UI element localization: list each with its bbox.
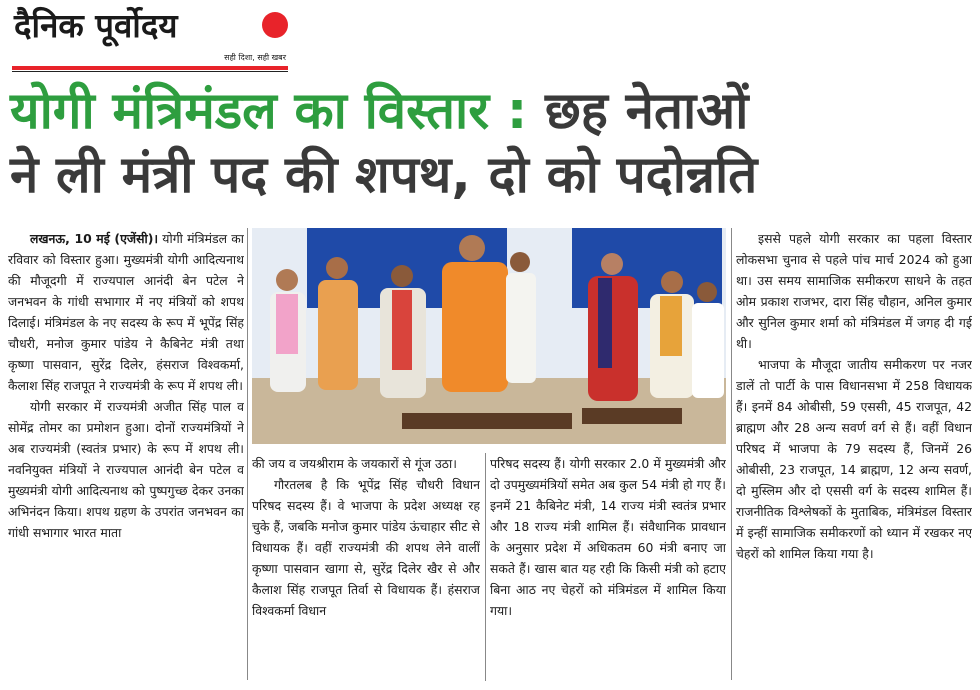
masthead bbox=[12, 4, 292, 74]
article-column-3 bbox=[490, 453, 726, 683]
article-paragraph: परिषद सदस्य हैं। योगी सरकार 2.0 में मुख्यमंत्री और दो उपमुख्यमंत्रियों समेत अब कुल 54 मंत्री हो गए हैं। इनमें 21 कैबिनेट मंत्री, 14 राज्य मंत्री स्वतंत्र प्रभार और 18 राज्य मंत्री शामिल हैं। संवैधानिक प्रावधान के अनुसार प्रदेश में अधिकतम 60 मंत्री बनाए जा सकते हैं। खास बात यह रही कि किसी मंत्री को हटाए बिना आठ नए चेहरों को मंत्रिमंडल में शामिल किया गया। bbox=[490, 456, 726, 618]
swearing-in-ceremony-photo bbox=[252, 228, 726, 444]
article-paragraph: गौरतलब है कि भूपेंद्र सिंह चौधरी विधान परिषद सदस्य हैं। वे भाजपा के प्रदेश अध्यक्ष रह चुके हैं, जबकि मनोज कुमार पांडेय ऊंचाहार सीट से विधायक हैं। वहीं राज्यमंत्री की शपथ लेने वालीं कृष्णा पासवान खागा से, सुरेंद्र दिलेर खैर से और कैलाश सिंह राजपूत तिर्वा से विधायक हैं। हंसराज विश्वकर्मा विधान bbox=[252, 477, 480, 618]
column-divider bbox=[731, 228, 732, 680]
article-column-4 bbox=[736, 228, 972, 683]
sun-logo-icon bbox=[262, 12, 288, 38]
masthead-rule bbox=[12, 66, 288, 70]
masthead-rule-thin bbox=[12, 71, 288, 72]
headline bbox=[10, 80, 972, 208]
article-paragraph: योगी सरकार में राज्यमंत्री अजीत सिंह पाल व सोमेंद्र तोमर का प्रमोशन हुआ। दोनों राज्यमंत्रियों ने अब राज्यमंत्री (स्वतंत्र प्रभार) के रूप में शपथ ली। नवनियुक्त मंत्रियों ने राज्यपाल आनंदी बेन पटेल व मुख्यमंत्री योगी आदित्यनाथ को पुष्पगुच्छ देकर उनका अभिनंदन किया। शपथ ग्रहण के उपरांत जनभवन का गांधी सभागार भारत माता bbox=[8, 399, 244, 540]
headline-black-part: छह नेताओं bbox=[545, 82, 749, 141]
headline-line-1 bbox=[10, 80, 972, 144]
article-paragraph: की जय व जयश्रीराम के जयकारों से गूंज उठा। bbox=[252, 456, 457, 471]
article-paragraph: भाजपा के मौजूदा जातीय समीकरण पर नजर डालें तो पार्टी के पास विधानसभा में 258 विधायक हैं। इनमें 84 ओबीसी, 59 एससी, 45 राजपूत, 42 ब्राह्मण और 28 अन्य सवर्ण वर्ग से हैं। वहीं विधान परिषद में भाजपा के 79 सदस्य हैं, जिनमें 26 ओबीसी, 23 राजपूत, 14 ब्राह्मण, 12 अन्य सवर्ण, दो मुस्लिम और दो एससी वर्ग के सदस्य शामिल हैं। राजनीतिक विश्लेषकों के मुताबिक, मंत्रिमंडल विस्तार में इन्हीं सामाजिक समीकरणों को ध्यान में रखकर नए चेहरों को शामिल किया गया है। bbox=[736, 357, 972, 561]
article-paragraph: इससे पहले योगी सरकार का पहला विस्तार लोकसभा चुनाव से पहले पांच मार्च 2024 को हुआ था। उस समय सामाजिक समीकरण साधने के तहत ओम प्रकाश राजभर, दारा सिंह चौहान, अनिल कुमार और सुनिल कुमार शर्मा को मंत्रिमंडल में जगह दी गई थी। bbox=[736, 231, 972, 351]
column-divider bbox=[247, 228, 248, 680]
column-divider bbox=[485, 453, 486, 681]
headline-green-part: योगी मंत्रिमंडल का विस्तार : bbox=[10, 82, 528, 141]
article-paragraph bbox=[8, 228, 244, 396]
headline-line-2: ने ली मंत्री पद की शपथ, दो को पदोन्नति bbox=[10, 146, 758, 205]
dateline: लखनऊ, 10 मई (एजेंसी)। bbox=[30, 231, 159, 246]
article-column-2 bbox=[252, 453, 480, 683]
article-column-1 bbox=[8, 228, 244, 683]
paragraph-text: योगी मंत्रिमंडल का रविवार को विस्तार हुआ। मुख्यमंत्री योगी आदित्यनाथ की मौजूदगी में राज्यपाल आनंदी बेन पटेल ने जनभवन के गांधी सभागार में नए मंत्रियों को शपथ दिलाई। मंत्रिमंडल के नए सदस्य के रूप में भूपेंद्र सिंह चौधरी, मनोज कुमार पांडेय ने कैबिनेट मंत्री तथा कृष्णा पासवान, सुरेंद्र दिलेर, हंसराज विश्वकर्मा, कैलाश सिंह राजपूत ने राज्यमंत्री के रूप में शपथ ली। bbox=[8, 231, 244, 393]
newspaper-name: दैनिक पूर्वोदय bbox=[14, 6, 178, 45]
newspaper-tagline: सही दिशा, सही खबर bbox=[224, 53, 286, 62]
ceremony-photo-icon bbox=[252, 228, 726, 444]
